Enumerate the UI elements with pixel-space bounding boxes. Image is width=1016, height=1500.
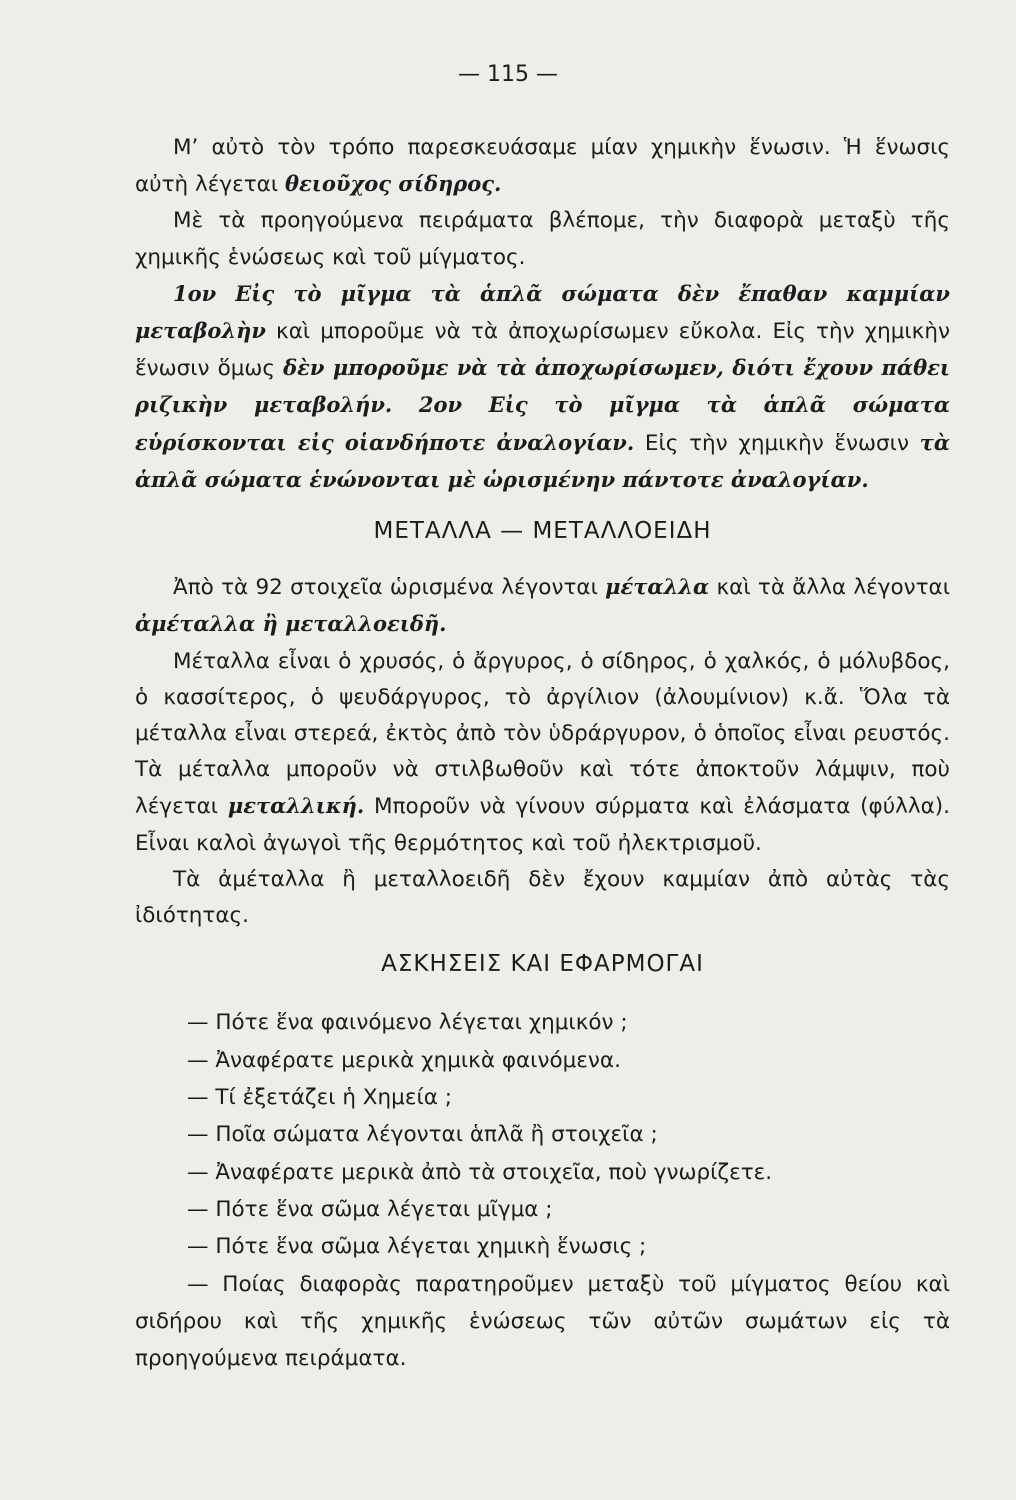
page-body [135, 130, 950, 1377]
list-item: — Ἀναφέρατε μερικὰ ἀπὸ τὰ στοιχεῖα, ποὺ γνωρίζετε. [187, 1159, 773, 1185]
paragraph-comparison: Μὲ τὰ προηγούμενα πειράματα βλέπομε, τὴν διαφορὰ μεταξὺ τῆς χημικῆς ἑνώσεως καὶ τοῦ μίγματος. [135, 208, 950, 270]
text-run: Μ’ αὐτὸ τὸν τρόπο παρεσκευάσαμε μίαν χημικὴν ἕνωσιν. Ἡ ἕνωσις αὐτὴ λέγεται [135, 135, 950, 198]
emphasis-term: μέταλλα [605, 574, 710, 600]
text-run: Μέταλλα εἶναι ὁ χρυσός, ὁ ἄργυρος, ὁ σίδηρος, ὁ χαλκός, ὁ μόλυβδος, ὁ κασσίτερος, ὁ ψευδάργυρος, τὸ ἀργίλιον (ἀλουμίνιον) κ.ἄ. Ὅλα τὰ μέταλλα εἶναι στερεά, ἐκτὸς ἀπὸ τὸν ὑδράργυρον, ὁ ὁποῖος εἶναι ρευστός. Τὰ μέταλλα μποροῦν νὰ στιλβωθοῦν καὶ τότε ἀποκτοῦν λάμψιν, ποὺ λέγεται [135, 648, 950, 820]
page-number: — 115 — [458, 62, 558, 87]
text-run: καὶ τὰ ἄλλα λέγονται [709, 575, 950, 601]
text-run: καὶ μποροῦμε νὰ τὰ ἀποχωρίσωμεν εὔκολα. Εἰς τὴν χημικὴν ἕνωσιν ὅμως [135, 319, 950, 382]
emphasis-text: τὰ ἁπλᾶ σώματα ἑνώνονται μὲ ὡρισμένην πάντοτε ἀναλογίαν. [135, 429, 950, 492]
paragraph-metals [135, 644, 950, 862]
emphasis-text: 1ον Εἰς τὸ μῖγμα τὰ ἁπλᾶ σώματα δὲν ἔπαθαν καμμίαν μεταβολὴν [135, 280, 950, 344]
list-item: — Πότε ἕνα σῶμα λέγεται χημικὴ ἕνωσις ; [187, 1234, 647, 1260]
text-run: Εἰς τὴν χημικὴν ἕνωσιν [634, 430, 920, 456]
emphasis-text: δὲν μποροῦμε νὰ τὰ ἀποχωρίσωμεν, διότι ἔχουν πάθει ριζικὴν μεταβολήν. 2ον Εἰς τὸ μῖγμα τὰ ἁπλᾶ σώματα εὑρίσκονται εἰς οἱανδήποτε ἀναλογίαν. [135, 355, 950, 455]
list-item: — Τί ἐξετάζει ἡ Χημεία ; [187, 1085, 452, 1111]
text-run: Ἀπὸ τὰ 92 στοιχεῖα ὡρισμένα λέγονται [173, 575, 606, 601]
paragraph-differences [135, 276, 950, 499]
list-item: — Ἀναφέρατε μερικὰ χημικὰ φαινόμενα. [187, 1047, 621, 1073]
text-run: Μποροῦν νὰ γίνουν σύρματα καὶ ἐλάσματα (φύλλα). Εἶναι καλοὶ ἀγωγοὶ τῆς θερμότητος καὶ τοῦ ἠλεκτρισμοῦ. [135, 794, 950, 856]
emphasis-term: μεταλλική. [227, 793, 365, 819]
exercise-list [135, 1004, 950, 1377]
list-item: — Ποῖα σώματα λέγονται ἁπλᾶ ἢ στοιχεῖα ; [187, 1122, 658, 1148]
emphasis-term: ἀμέταλλα ἢ μεταλλοειδῆ. [135, 611, 447, 637]
section-heading-metals: ΜΕΤΑΛΛΑ — ΜΕΤΑΛΛΟΕΙΔΗ [373, 518, 712, 545]
list-item: — Ποίας διαφορὰς παρατηροῦμεν μεταξὺ τοῦ μίγματος θείου καὶ σιδήρου καὶ τῆς χημικῆς ἑνώσεως τῶν αὐτῶν σωμάτων εἰς τὰ προηγούμενα πειράματα. [135, 1271, 950, 1372]
paragraph-nonmetals: Τὰ ἀμέταλλα ἢ μεταλλοειδῆ δὲν ἔχουν καμμίαν ἀπὸ αὐτὰς τὰς ἰδιότητας. [135, 866, 950, 929]
list-item: — Πότε ἕνα φαινόμενο λέγεται χημικόν ; [187, 1010, 628, 1036]
emphasis-term: θειοῦχος σίδηρος. [284, 171, 502, 197]
list-item: — Πότε ἕνα σῶμα λέγεται μῖγμα ; [187, 1196, 553, 1222]
section-heading-exercises: ΑΣΚΗΣΕΙΣ ΚΑΙ ΕΦΑΡΜΟΓΑΙ [381, 951, 704, 978]
paragraph-elements [135, 569, 950, 643]
paragraph-compound [135, 130, 950, 203]
